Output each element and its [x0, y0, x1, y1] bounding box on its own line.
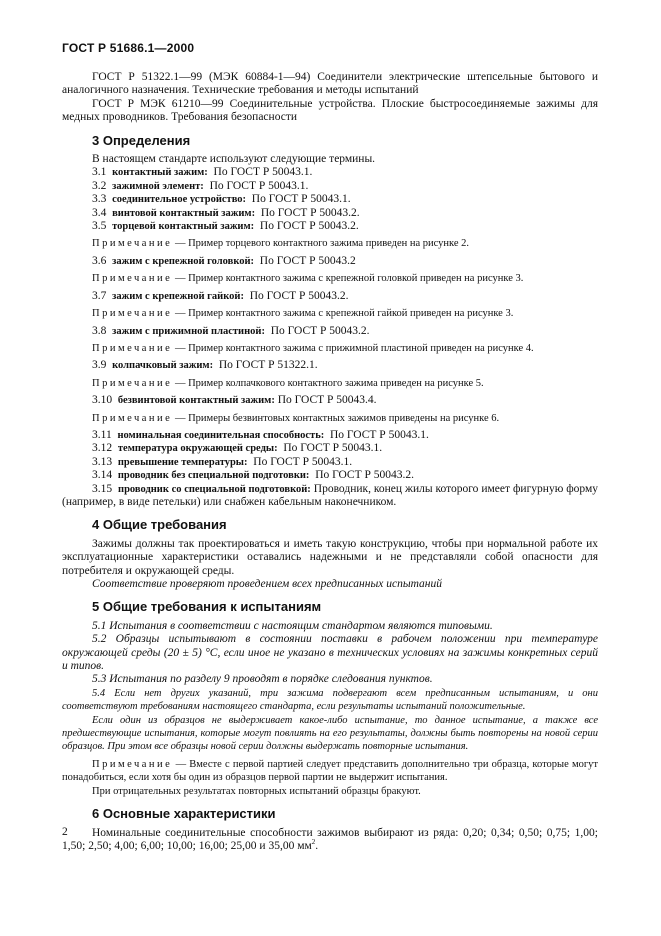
note-3-6: Примечание — Пример контактного зажима с крепежной головкой приведен на рисунке 3. — [92, 273, 524, 285]
note-3-8: Примечание — Пример контактного зажима с прижимной пластиной приведен на рисунке 4. — [92, 342, 534, 354]
note-3-5: Примечание — Пример торцевого контактного зажима приведен на рисунке 2. — [92, 238, 470, 250]
section-3-intro: В настоящем стандарте используют следующие термины. — [92, 153, 376, 166]
clause-5-4-continued: Если один из образцов не выдерживает какое-либо испытание, то данное испытание, а также все предшествующие испытания, которые могут повлиять на его результаты, должны быть повторены на новой серии образцов. При этом все образцы новой серии должны выдержать повторные испытания. — [62, 714, 598, 753]
section-3-heading: 3 Определения — [92, 132, 191, 148]
section-5-heading: 5 Общие требования к испытаниям — [92, 599, 322, 615]
definition-3-10: 3.10 безвинтовой контактный зажим: По ГОСТ Р 50043.4. — [92, 394, 377, 407]
note-3-9: Примечание — Пример колпачкового контактного зажима приведен на рисунке 5. — [92, 377, 484, 389]
definition-3-6: 3.6 зажим с крепежной головкой: По ГОСТ Р 50043.2 — [92, 254, 356, 267]
definition-3-1: 3.1 контактный зажим: По ГОСТ Р 50043.1. — [92, 166, 313, 179]
section-4-compliance: Соответствие проверяют проведением всех предписанных испытаний — [92, 578, 443, 590]
page-number: 2 — [62, 826, 68, 838]
section-6-paragraph: Номинальные соединительные способности зажимов выбирают из ряда: 0,20; 0,34; 0,50; 0,75; 1,00; 1,50; 2,50; 4,00; 6,00; 10,00; 16,00; 25,00 и 35,00 $мм^2$. — [62, 826, 598, 852]
clause-5-3: 5.3 Испытания по разделу 9 проводят в порядке следования пунктов. — [92, 673, 433, 686]
reference-item: ГОСТ Р МЭК 61210—99 Соединительные устройства. Плоские быстросоединяемые зажимы для медных проводников. Требования безопасности — [62, 97, 598, 124]
definition-3-9: 3.9 колпачковый зажим: По ГОСТ Р 51322.1. — [92, 359, 318, 372]
definition-3-15: 3.15 проводник со специальной подготовкой: Проводник, конец жилы которого имеет фигурную форму (например, в виде петельки) или снабжен кабельным наконечником. — [62, 482, 599, 508]
section-4-heading: 4 Общие требования — [92, 517, 227, 533]
note-5-continued: При отрицательных результатах повторных испытаний образцы бракуют. — [92, 785, 421, 797]
clause-5-4: 5.4 Если нет других указаний, три зажима подвергают всем предписанным испытаниям, и они соответствуют требованиям настоящего стандарта, если результаты испытаний положительные. — [62, 687, 598, 713]
definition-3-11: 3.11 номинальная соединительная способность: По ГОСТ Р 50043.1. — [92, 428, 429, 441]
definition-3-12: 3.12 температура окружающей среды: По ГОСТ Р 50043.1. — [92, 442, 383, 455]
standard-header: ГОСТ Р 51686.1—2000 — [62, 41, 195, 55]
section-4-paragraph: Зажимы должны так проектироваться и иметь такую конструкцию, чтобы при нормальной работе их эксплуатационные характеристики оставались надежными и не представляли собой опасности для потребителя и окружающей среды. — [62, 537, 598, 577]
note-5: Примечание — Вместе с первой партией следует представить дополнительно три образца, которые могут понадобиться, если хотя бы один из образцов первой партии не выдержит испытания. — [62, 758, 599, 784]
section-6-heading: 6 Основные характеристики — [92, 806, 276, 822]
definition-3-7: 3.7 зажим с крепежной гайкой: По ГОСТ Р 50043.2. — [92, 289, 349, 302]
definition-3-14: 3.14 проводник без специальной подготовки: По ГОСТ Р 50043.2. — [92, 469, 415, 482]
clause-5-1: 5.1 Испытания в соответствии с настоящим стандартом являются типовыми. — [92, 619, 493, 632]
clause-5-2: 5.2 Образцы испытывают в состоянии поставки в рабочем положении при температуре окружающей среды (20 ± 5) °С, если иное не указано в технических условиях на зажимы конкретных серий и типов. — [62, 633, 598, 673]
definition-3-13: 3.13 превышение температуры: По ГОСТ Р 50043.1. — [92, 455, 353, 468]
definition-3-8: 3.8 зажим с прижимной пластиной: По ГОСТ Р 50043.2. — [92, 324, 370, 337]
page-content — [62, 71, 598, 853]
definition-3-2: 3.2 зажимной элемент: По ГОСТ Р 50043.1. — [92, 179, 309, 192]
definition-3-3: 3.3 соединительное устройство: По ГОСТ Р 50043.1. — [92, 193, 351, 206]
note-3-7: Примечание — Пример контактного зажима с крепежной гайкой приведен на рисунке 3. — [92, 308, 514, 320]
reference-item: ГОСТ Р 51322.1—99 (МЭК 60884-1—94) Соединители электрические штепсельные бытового и аналогичного назначения. Технические требования и методы испытаний — [62, 71, 598, 97]
definition-3-5: 3.5 торцевой контактный зажим: По ГОСТ Р 50043.2. — [92, 220, 359, 233]
note-3-10: Примечание — Примеры безвинтовых контактных зажимов приведены на рисунке 6. — [92, 412, 500, 424]
definition-3-4: 3.4 винтовой контактный зажим: По ГОСТ Р 50043.2. — [92, 206, 360, 219]
